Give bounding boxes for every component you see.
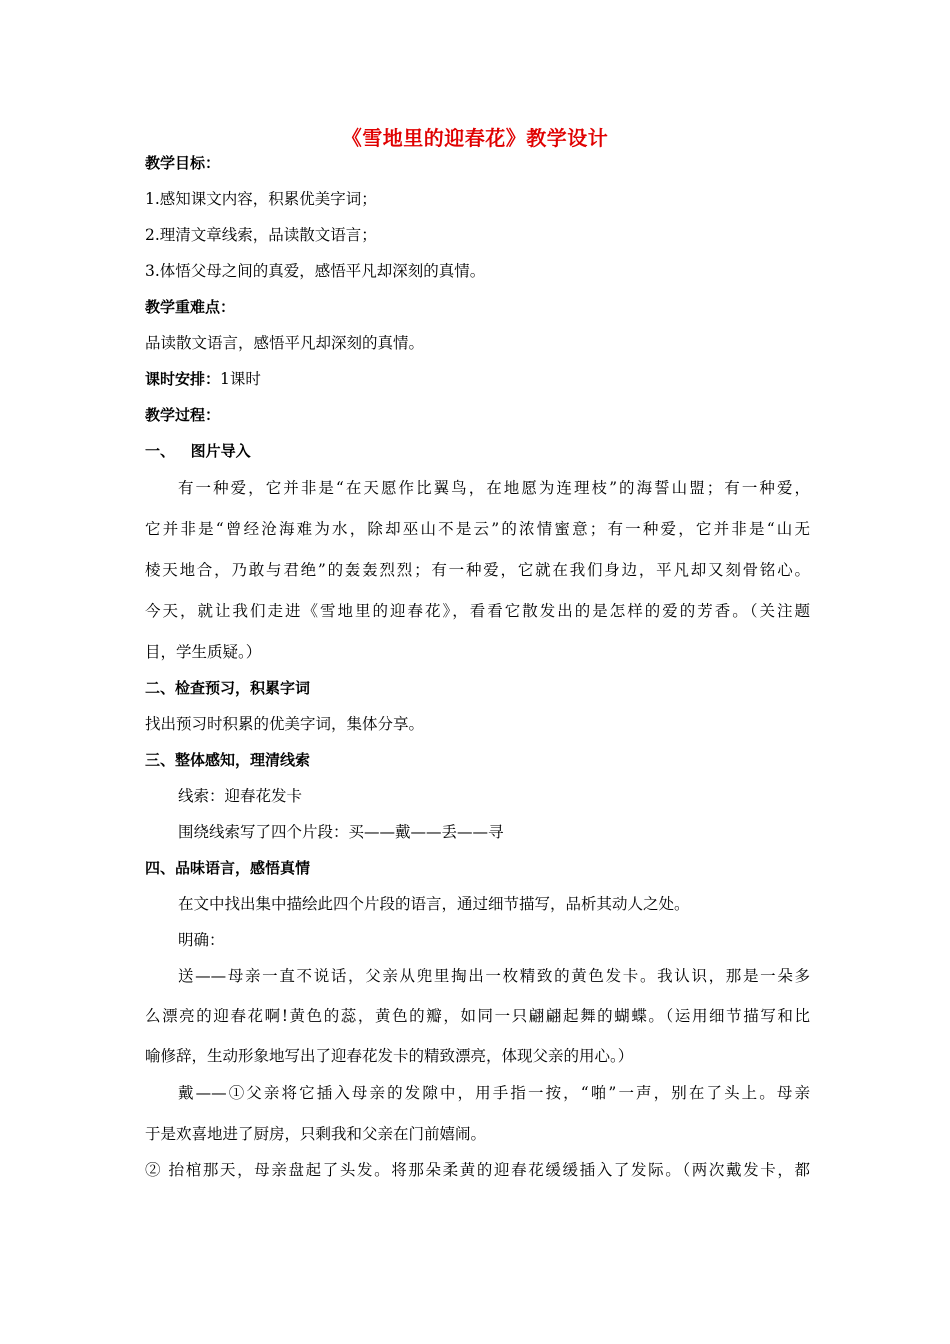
- goal-item-2: 2.理清文章线索，品读散文语言；: [145, 226, 377, 244]
- paragraph-line: 今天，就让我们走进《雪地里的迎春花》，看看它散发出的是怎样的爱的芳香。（关注题: [145, 602, 810, 620]
- section-3-heading: 三、整体感知，理清线索: [145, 751, 311, 769]
- heading-key-points: 教学重难点：: [145, 298, 236, 316]
- goal-item-1: 1.感知课文内容，积累优美字词；: [145, 190, 377, 208]
- section-4-task: 在文中找出集中描绘此四个片段的语言，通过细节描写，品析其动人之处。: [178, 895, 690, 913]
- clue-line: 线索：迎春花发卡: [178, 787, 303, 805]
- paragraph-line: 它并非是“曾经沧海难为水，除却巫山不是云”的浓情蜜意；有一种爱，它并非是“山无: [145, 520, 810, 538]
- paragraph-line: 喻修辞，生动形象地写出了迎春花发卡的精致漂亮，体现父亲的用心。）: [145, 1047, 634, 1065]
- answer-label: 明确：: [178, 931, 225, 949]
- section-4-heading: 四、品味语言，感悟真情: [145, 859, 311, 877]
- fragments-line: 围绕线索写了四个片段：买——戴——丢——寻: [178, 823, 504, 841]
- section-2-text: 找出预习时积累的优美字词，集体分享。: [145, 715, 425, 733]
- key-points-text: 品读散文语言，感悟平凡却深刻的真情。: [145, 334, 425, 352]
- section-1-heading: 一、 图片导入: [145, 442, 251, 460]
- schedule-value: 1课时: [220, 370, 261, 388]
- schedule-label: 课时安排：: [145, 370, 221, 388]
- paragraph-line: 戴——①父亲将它插入母亲的发隙中，用手指一按，“啪”一声，别在了头上。母亲: [178, 1084, 810, 1102]
- heading-process: 教学过程：: [145, 406, 221, 424]
- paragraph-line: 么漂亮的迎春花啊!黄色的蕊，黄色的瓣，如同一只翩翩起舞的蝴蝶。（运用细节描写和比: [145, 1007, 810, 1025]
- paragraph-line: 棱天地合，乃敢与君绝”的轰轰烈烈；有一种爱，它就在我们身边，平凡却又刻骨铭心。: [145, 561, 810, 579]
- paragraph-line: 有一种爱，它并非是“在天愿作比翼鸟，在地愿为连理枝”的海誓山盟；有一种爱，: [178, 479, 810, 497]
- paragraph-line: 于是欢喜地进了厨房，只剩我和父亲在门前嬉闹。: [145, 1125, 487, 1143]
- paragraph-line: 送——母亲一直不说话，父亲从兜里掏出一枚精致的黄色发卡。我认识，那是一朵多: [178, 967, 810, 985]
- section-2-heading: 二、检查预习，积累字词: [145, 679, 311, 697]
- paragraph-line: ② 抬棺那天，母亲盘起了头发。将那朵柔黄的迎春花缓缓插入了发际。（两次戴发卡，都: [145, 1161, 810, 1179]
- heading-teaching-goals: 教学目标：: [145, 154, 221, 172]
- goal-item-3: 3.体悟父母之间的真爱，感悟平凡却深刻的真情。: [145, 262, 486, 280]
- document-title: 《雪地里的迎春花》教学设计: [341, 126, 609, 150]
- paragraph-line: 目，学生质疑。）: [145, 643, 262, 661]
- schedule-line: [145, 369, 810, 389]
